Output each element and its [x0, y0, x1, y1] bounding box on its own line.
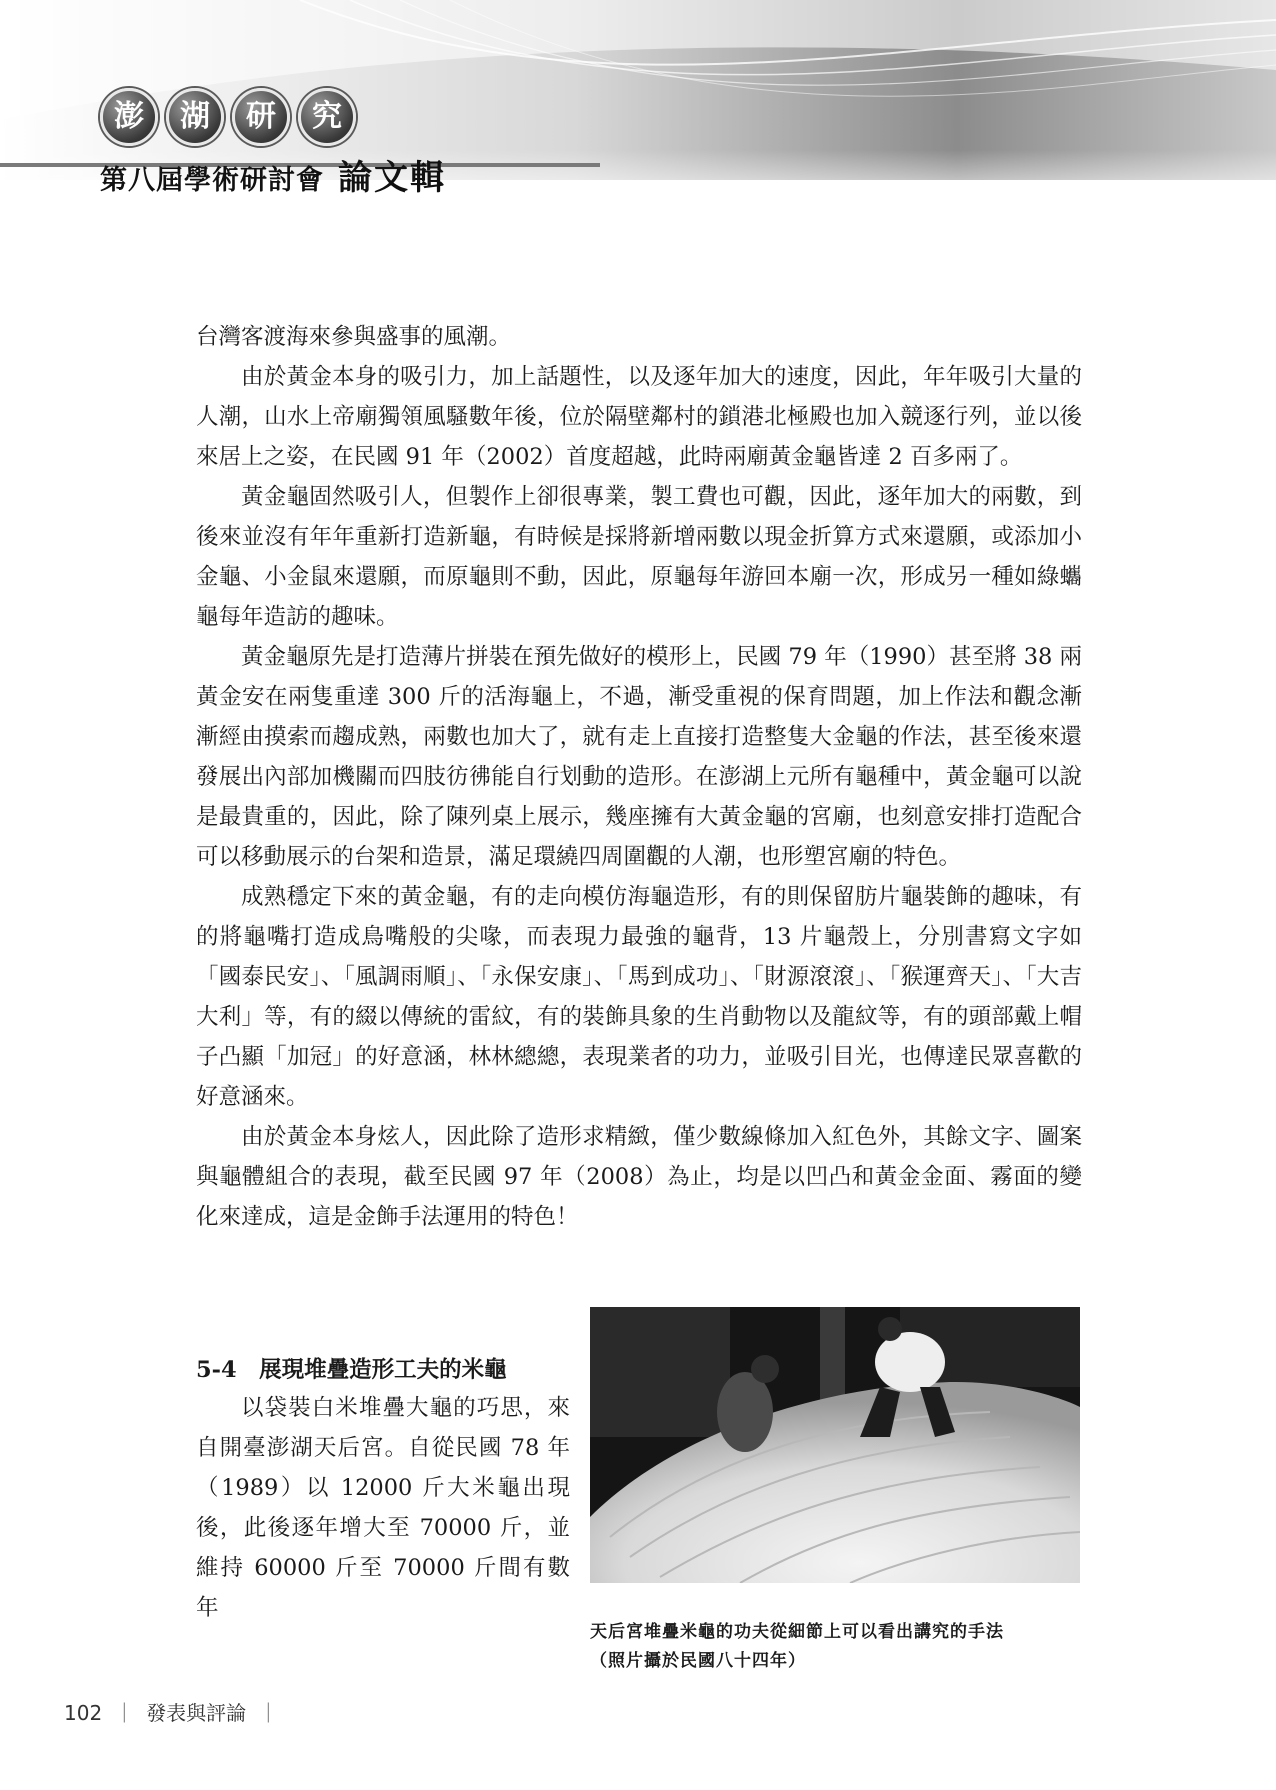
paragraph: 台灣客渡海來參與盛事的風潮。 [196, 324, 512, 350]
header-subtitle-row [100, 150, 446, 199]
title-char: 湖 [166, 88, 224, 146]
footer-separator: ｜ [114, 1701, 135, 1725]
caption-line: （照片攝於民國八十四年） [590, 1651, 806, 1671]
title-char: 澎 [100, 88, 158, 146]
rice-turtle-photo [590, 1307, 1080, 1583]
section-text [196, 1388, 570, 1628]
page-footer [64, 1697, 290, 1726]
paragraph: 由於黃金本身炫人，因此除了造形求精緻，僅少數線條加入紅色外，其餘文字、圖案與龜體組合的表現，截至民國 97 年（2008）為止，均是以凹凸和黃金金面、霧面的變化來達成，這是金飾手法運用的特色！ [196, 1124, 1082, 1230]
section-heading: 5-4 展現堆疊造形工夫的米龜 [196, 1357, 507, 1383]
page-number: 102 [64, 1701, 103, 1725]
header-subtitle: 第八屆學術研討會 [100, 165, 324, 196]
paragraph: 成熟穩定下來的黃金龜，有的走向模仿海龜造形，有的則保留肪片龜裝飾的趣味，有的將龜嘴打造成鳥嘴般的尖喙，而表現力最強的龜背，13 片龜殼上，分別書寫文字如「國泰民安」、「風調雨順」、「永保安康」、「馬到成功」、「財源滾滾」、「猴運齊天」、「大吉大利」等，有的綴以傳統的雷紋，有的裝飾具象的生肖動物以及龍紋等，有的頭部戴上帽子凸顯「加冠」的好意涵，林林總總，表現業者的功力，並吸引目光，也傳達民眾喜歡的好意涵來。 [196, 884, 1082, 1110]
header-subtitle-big: 論文輯 [338, 158, 446, 198]
paragraph: 黃金龜固然吸引人，但製作上卻很專業，製工費也可觀，因此，逐年加大的兩數，到後來並沒有年年重新打造新龜，有時候是採將新增兩數以現金折算方式來還願，或添加小金龜、小金鼠來還願，而原龜則不動，因此，原龜每年游回本廟一次，形成另一種如綠蠵龜每年造訪的趣味。 [196, 484, 1082, 630]
rice-turtle-image [590, 1307, 1080, 1583]
main-text [196, 317, 1082, 1237]
title-char: 研 [232, 88, 290, 146]
paragraph: 以袋裝白米堆疊大龜的巧思，來自開臺澎湖天后宮。自從民國 78 年（1989）以 12000 斤大米龜出現後，此後逐年增大至 70000 斤，並維持 60000 斤至 70000 斤間有數年 [196, 1395, 570, 1621]
title-char: 究 [298, 88, 356, 146]
paragraph: 黃金龜原先是打造薄片拼裝在預先做好的模形上，民國 79 年（1990）甚至將 38 兩黃金安在兩隻重達 300 斤的活海龜上，不過，漸受重視的保育問題，加上作法和觀念漸漸經由摸索而趨成熟，兩數也加大了，就有走上直接打造整隻大金龜的作法，甚至後來還發展出內部加機關而四肢彷彿能自行划動的造形。在澎湖上元所有龜種中，黃金龜可以說是最貴重的，因此，除了陳列桌上展示，幾座擁有大黃金龜的宮廟，也刻意安排打造配合可以移動展示的台架和造景，滿足環繞四周圍觀的人潮，也形塑宮廟的特色。 [196, 644, 1082, 870]
footer-section-label: 發表與評論 [146, 1701, 247, 1725]
caption-line: 天后宮堆疊米龜的功夫從細節上可以看出講究的手法 [590, 1622, 1004, 1642]
footer-separator: ｜ [258, 1701, 279, 1725]
page-header [0, 0, 1276, 215]
photo-caption [590, 1618, 1090, 1676]
paragraph: 由於黃金本身的吸引力，加上話題性，以及逐年加大的速度，因此，年年吸引大量的人潮，山水上帝廟獨領風騷數年後，位於隔壁鄰村的鎖港北極殿也加入競逐行列，並以後來居上之姿，在民國 91 年（2002）首度超越，此時兩廟黃金龜皆達 2 百多兩了。 [196, 364, 1082, 470]
header-title [100, 88, 356, 146]
